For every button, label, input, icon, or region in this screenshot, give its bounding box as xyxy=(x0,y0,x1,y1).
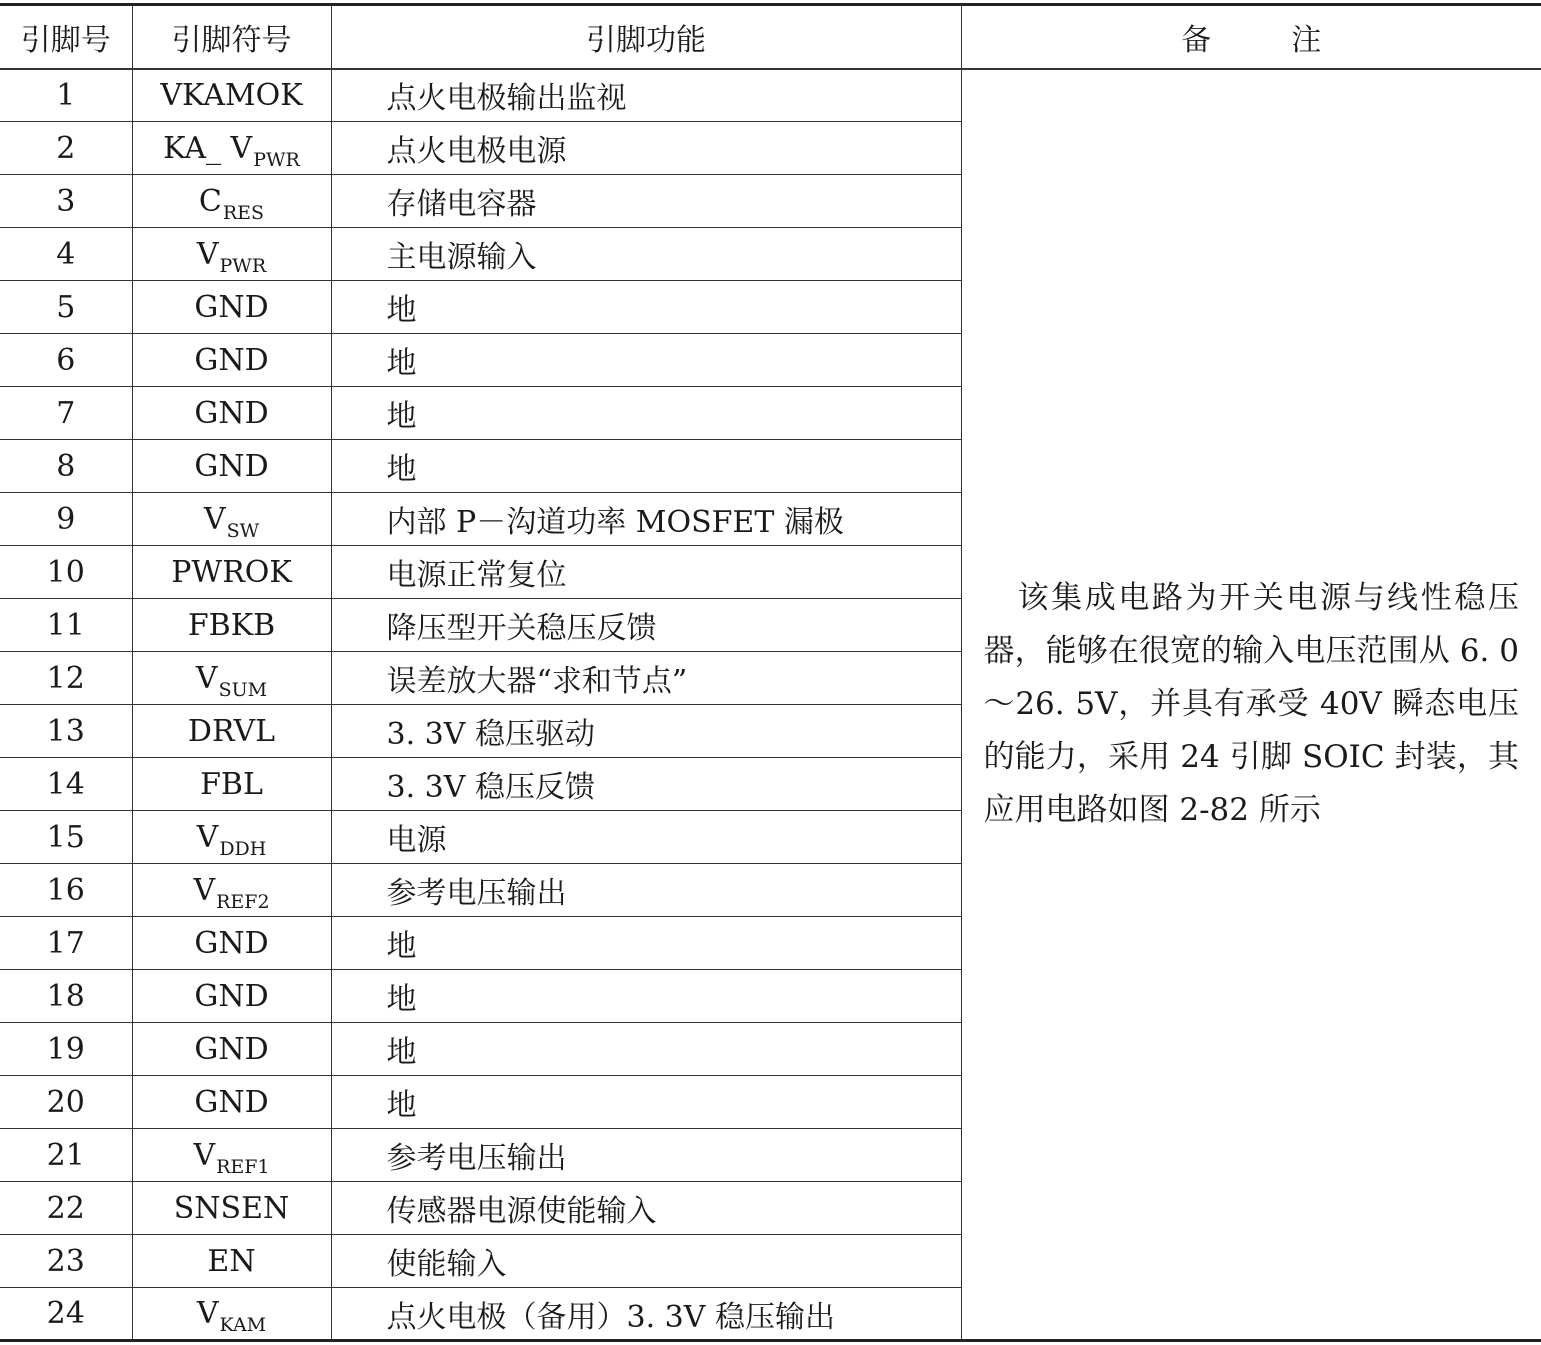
pin-function: 电源 xyxy=(331,811,961,864)
pin-symbol-main: FBKB xyxy=(187,607,276,643)
pin-symbol xyxy=(132,387,331,440)
pin-function: 地 xyxy=(331,1076,961,1129)
pin-number: 7 xyxy=(0,387,132,440)
pin-symbol xyxy=(132,281,331,334)
pin-symbol-main: PWROK xyxy=(171,554,292,590)
pin-symbol-main: V xyxy=(196,1296,219,1331)
pin-function: 降压型开关稳压反馈 xyxy=(331,599,961,652)
table-row xyxy=(0,69,1541,122)
header-note-right: 注 xyxy=(1291,22,1322,58)
pin-symbol xyxy=(132,917,331,970)
pin-symbol-main: GND xyxy=(194,448,269,484)
pin-symbol-main: VKAMOK xyxy=(160,77,303,113)
header-pin-function: 引脚功能 xyxy=(331,5,961,69)
pin-symbol xyxy=(132,334,331,387)
pin-symbol xyxy=(132,1023,331,1076)
pin-number: 24 xyxy=(0,1288,132,1341)
pin-function: 地 xyxy=(331,917,961,970)
pin-function: 地 xyxy=(331,440,961,493)
pin-function: 电源正常复位 xyxy=(331,546,961,599)
pin-number: 1 xyxy=(0,69,132,122)
pin-number: 16 xyxy=(0,864,132,917)
pin-symbol-main: V xyxy=(196,819,219,855)
pin-symbol-main: GND xyxy=(194,978,269,1014)
pin-number: 12 xyxy=(0,652,132,705)
pin-function: 点火电极（备用）3. 3V 稳压输出 xyxy=(331,1288,961,1341)
pin-symbol-subscript: KAM xyxy=(219,1314,267,1336)
pin-function: 3. 3V 稳压驱动 xyxy=(331,705,961,758)
pin-symbol-main: GND xyxy=(194,395,269,431)
pin-symbol xyxy=(132,546,331,599)
pin-number: 13 xyxy=(0,705,132,758)
pin-function: 使能输入 xyxy=(331,1235,961,1288)
pin-symbol xyxy=(132,440,331,493)
pin-number: 5 xyxy=(0,281,132,334)
pin-symbol-subscript: DDH xyxy=(219,837,267,860)
pin-function: 参考电压输出 xyxy=(331,1129,961,1182)
pin-number: 15 xyxy=(0,811,132,864)
pin-symbol-main: KA_ V xyxy=(163,130,253,166)
pin-number: 20 xyxy=(0,1076,132,1129)
pin-symbol xyxy=(132,228,331,281)
pin-number: 4 xyxy=(0,228,132,281)
pin-symbol-main: GND xyxy=(194,925,269,961)
header-note xyxy=(961,5,1541,69)
pin-symbol xyxy=(132,69,331,122)
pin-number: 18 xyxy=(0,970,132,1023)
pin-symbol-subscript: SW xyxy=(226,519,260,542)
pin-number: 2 xyxy=(0,122,132,175)
pin-function: 主电源输入 xyxy=(331,228,961,281)
pin-symbol-main: V xyxy=(195,660,218,696)
header-note-left: 备 xyxy=(1181,22,1212,58)
header-pin-symbol: 引脚符号 xyxy=(132,5,331,69)
pin-number: 6 xyxy=(0,334,132,387)
pin-symbol-main: V xyxy=(193,872,216,908)
pin-symbol-subscript: PWR xyxy=(219,254,267,277)
pin-symbol-main: V xyxy=(203,501,226,537)
pin-number: 19 xyxy=(0,1023,132,1076)
note-cell: 该集成电路为开关电源与线性稳压器，能够在很宽的输入电压范围从 6. 0～26. 5V，并具有承受 40V 瞬态电压的能力，采用 24 引脚 SOIC 封装，其应用电路如图 2-82 所示 xyxy=(961,69,1541,1341)
pin-symbol xyxy=(132,1288,331,1341)
pin-symbol xyxy=(132,175,331,228)
pin-function: 参考电压输出 xyxy=(331,864,961,917)
pin-number: 14 xyxy=(0,758,132,811)
pin-symbol xyxy=(132,811,331,864)
pin-number: 21 xyxy=(0,1129,132,1182)
pin-symbol xyxy=(132,1182,331,1235)
pin-symbol-main: EN xyxy=(207,1243,256,1279)
pin-symbol-main: DRVL xyxy=(187,713,276,749)
pin-function: 点火电极电源 xyxy=(331,122,961,175)
table-body xyxy=(0,69,1541,1341)
pin-function: 地 xyxy=(331,970,961,1023)
pin-symbol-main: GND xyxy=(194,342,269,378)
pin-number: 11 xyxy=(0,599,132,652)
header-pin-no: 引脚号 xyxy=(0,5,132,69)
pin-symbol-subscript: RES xyxy=(222,201,265,224)
pin-symbol-subscript: SUM xyxy=(218,678,268,701)
pin-function: 误差放大器“求和节点” xyxy=(331,652,961,705)
pin-symbol-subscript: PWR xyxy=(253,148,300,171)
pin-function: 地 xyxy=(331,334,961,387)
pin-symbol xyxy=(132,1076,331,1129)
pin-symbol-main: FBL xyxy=(200,766,263,802)
pin-number: 8 xyxy=(0,440,132,493)
pin-symbol xyxy=(132,970,331,1023)
pin-symbol-main: V xyxy=(196,236,219,272)
pin-symbol xyxy=(132,599,331,652)
pin-symbol xyxy=(132,758,331,811)
pin-function: 传感器电源使能输入 xyxy=(331,1182,961,1235)
pin-number: 10 xyxy=(0,546,132,599)
pin-symbol xyxy=(132,705,331,758)
pin-symbol xyxy=(132,1235,331,1288)
pin-symbol xyxy=(132,652,331,705)
pin-symbol xyxy=(132,122,331,175)
pin-symbol-subscript: REF1 xyxy=(216,1155,270,1178)
pin-symbol-main: C xyxy=(198,183,222,219)
pin-table xyxy=(0,3,1541,1342)
pin-symbol-subscript: REF2 xyxy=(216,890,270,913)
pin-symbol xyxy=(132,864,331,917)
pin-function: 地 xyxy=(331,281,961,334)
pin-symbol-main: GND xyxy=(194,289,269,325)
pin-symbol xyxy=(132,493,331,546)
pin-number: 17 xyxy=(0,917,132,970)
pin-number: 3 xyxy=(0,175,132,228)
pin-symbol xyxy=(132,1129,331,1182)
pin-function: 内部 P－沟道功率 MOSFET 漏极 xyxy=(331,493,961,546)
pin-function: 地 xyxy=(331,387,961,440)
pin-symbol-main: GND xyxy=(194,1031,269,1067)
header-row xyxy=(0,5,1541,69)
pin-function: 地 xyxy=(331,1023,961,1076)
pin-symbol-main: SNSEN xyxy=(173,1190,290,1226)
pin-number: 9 xyxy=(0,493,132,546)
pin-number: 22 xyxy=(0,1182,132,1235)
pin-function: 存储电容器 xyxy=(331,175,961,228)
pin-function: 点火电极输出监视 xyxy=(331,69,961,122)
pin-number: 23 xyxy=(0,1235,132,1288)
pin-symbol-main: GND xyxy=(194,1084,269,1120)
pin-function: 3. 3V 稳压反馈 xyxy=(331,758,961,811)
pin-symbol-main: V xyxy=(193,1137,216,1173)
